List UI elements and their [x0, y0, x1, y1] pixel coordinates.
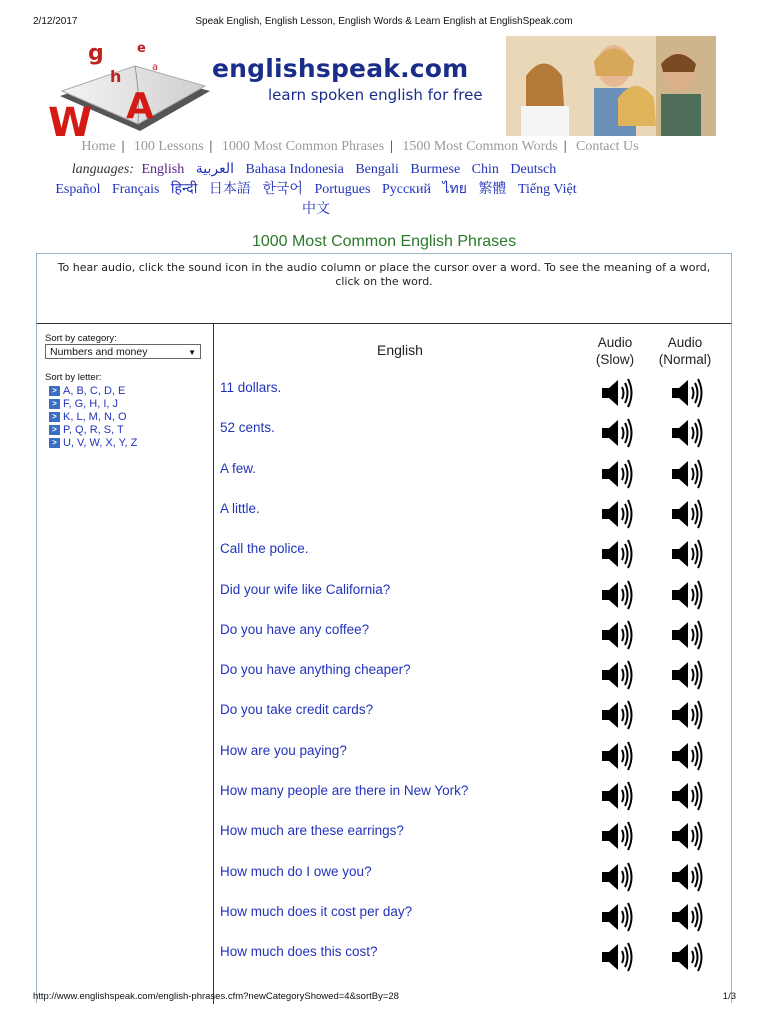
speaker-icon[interactable] — [670, 739, 706, 773]
speaker-icon[interactable] — [670, 698, 706, 732]
speaker-icon[interactable] — [600, 618, 636, 652]
table-row — [220, 743, 720, 783]
language-selector — [46, 160, 586, 220]
speaker-icon[interactable] — [600, 739, 636, 773]
table-row — [220, 944, 720, 984]
nav-1000-phrases[interactable]: 1000 Most Common Phrases — [221, 139, 385, 154]
speaker-icon[interactable] — [600, 819, 636, 853]
sort-category-label: Sort by category: — [45, 333, 117, 344]
table-row — [220, 582, 720, 622]
table-row — [220, 380, 720, 420]
speaker-icon[interactable] — [670, 658, 706, 692]
sort-letter-label: Sort by letter: — [45, 372, 102, 383]
lang-link[interactable]: 한국어 — [262, 182, 303, 197]
speaker-icon[interactable] — [600, 537, 636, 571]
speaker-icon[interactable] — [600, 900, 636, 934]
phrase-link[interactable]: Did your wife like California? — [220, 581, 391, 597]
print-date: 2/12/2017 — [33, 16, 78, 27]
column-header-english: English — [377, 342, 423, 358]
languages-label: languages: — [71, 162, 134, 177]
chevron-right-icon: > — [49, 438, 60, 448]
phrase-link[interactable]: 52 cents. — [220, 420, 275, 436]
category-select-value: Numbers and money — [50, 346, 148, 358]
phrase-link[interactable]: Call the police. — [220, 541, 309, 557]
speaker-icon[interactable] — [670, 900, 706, 934]
speaker-icon[interactable] — [670, 497, 706, 531]
table-row — [220, 622, 720, 662]
phrase-link[interactable]: How much do I owe you? — [220, 863, 372, 879]
speaker-icon[interactable] — [600, 457, 636, 491]
table-row — [220, 864, 720, 904]
letter-link[interactable]: > U, V, W, X, Y, Z — [49, 436, 137, 449]
table-row — [220, 662, 720, 702]
lang-link[interactable]: Chin — [471, 162, 499, 177]
phrase-link[interactable]: How much does it cost per day? — [220, 903, 413, 919]
phrase-link[interactable]: How much are these earrings? — [220, 823, 404, 839]
lang-link[interactable]: हिन्दी — [170, 182, 198, 197]
students-photo — [506, 36, 716, 136]
instructions-text: To hear audio, click the sound icon in the audio column or place the cursor over a word. To see the meaning of a word, click on the word. — [57, 261, 711, 288]
svg-text:e: e — [137, 41, 146, 56]
phrase-link[interactable]: Do you have any coffee? — [220, 621, 370, 637]
phrases-panel — [36, 323, 732, 1003]
chevron-right-icon: > — [49, 399, 60, 409]
table-row — [220, 823, 720, 863]
chevron-right-icon: > — [49, 412, 60, 422]
letter-link[interactable]: > P, Q, R, S, T — [49, 423, 137, 436]
sort-sidebar — [37, 324, 214, 1004]
phrase-link[interactable]: How much does this cost? — [220, 944, 378, 960]
lang-link[interactable]: English — [141, 162, 185, 177]
dropdown-arrow-icon: ▼ — [188, 348, 196, 357]
letter-link[interactable]: > F, G, H, I, J — [49, 397, 137, 410]
logo-book-image[interactable] — [40, 36, 210, 136]
speaker-icon[interactable] — [670, 819, 706, 853]
speaker-icon[interactable] — [600, 779, 636, 813]
svg-text:a: a — [152, 62, 159, 73]
svg-text:g: g — [88, 41, 104, 66]
category-select[interactable] — [45, 344, 201, 359]
site-tagline: learn spoken english for free — [268, 86, 483, 104]
column-header-audio-slow: Audio (Slow) — [595, 335, 635, 367]
lang-link[interactable]: Portugues — [314, 182, 371, 197]
top-nav: Home | 100 Lessons | 1000 Most Common Phrases | 1500 Most Common Words | Contact Us — [81, 139, 639, 154]
site-banner — [40, 36, 716, 136]
table-row — [220, 420, 720, 460]
speaker-icon[interactable] — [600, 940, 636, 974]
nav-home[interactable]: Home — [81, 139, 116, 154]
svg-text:A: A — [126, 86, 154, 127]
speaker-icon[interactable] — [670, 618, 706, 652]
speaker-icon[interactable] — [600, 376, 636, 410]
nav-1500-words[interactable]: 1500 Most Common Words — [402, 139, 558, 154]
letter-links — [49, 384, 137, 449]
lang-link[interactable]: 中文 — [302, 202, 330, 217]
speaker-icon[interactable] — [670, 457, 706, 491]
table-row — [220, 501, 720, 541]
phrase-link[interactable]: 11 dollars. — [220, 380, 282, 395]
speaker-icon[interactable] — [670, 537, 706, 571]
table-row — [220, 904, 720, 944]
lang-link[interactable]: 繁體 — [478, 182, 507, 197]
phrase-link[interactable]: How are you paying? — [220, 742, 347, 758]
phrase-link[interactable]: How many people are there in New York? — [220, 783, 469, 798]
letter-link[interactable]: > A, B, C, D, E — [49, 384, 137, 397]
speaker-icon[interactable] — [670, 860, 706, 894]
letter-link[interactable]: > K, L, M, N, O — [49, 410, 137, 423]
speaker-icon[interactable] — [600, 497, 636, 531]
table-row — [220, 461, 720, 501]
speaker-icon[interactable] — [670, 376, 706, 410]
chevron-right-icon: > — [49, 425, 60, 435]
site-brand-name[interactable]: englishspeak.com — [212, 54, 469, 83]
phrase-link[interactable]: A few. — [220, 460, 257, 476]
phrase-link[interactable]: Do you take credit cards? — [220, 702, 374, 718]
lang-link[interactable]: Deutsch — [510, 162, 557, 177]
speaker-icon[interactable] — [600, 698, 636, 732]
lang-link[interactable]: Español — [55, 182, 101, 197]
speaker-icon[interactable] — [670, 578, 706, 612]
lang-link[interactable]: Русский — [381, 182, 431, 197]
speaker-icon[interactable] — [600, 578, 636, 612]
print-page-number: 1/3 — [722, 991, 736, 1002]
chevron-right-icon: > — [49, 386, 60, 396]
table-row — [220, 783, 720, 823]
column-header-audio-normal: Audio (Normal) — [658, 335, 712, 367]
lang-link[interactable]: Burmese — [410, 162, 461, 177]
lang-link[interactable]: Bengali — [355, 162, 399, 177]
speaker-icon[interactable] — [670, 416, 706, 450]
lang-link[interactable]: العربية — [195, 162, 234, 177]
nav-100-lessons[interactable]: 100 Lessons — [133, 139, 204, 154]
speaker-icon[interactable] — [600, 416, 636, 450]
print-url: http://www.englishspeak.com/english-phrases.cfm?newCategoryShowed=4&sortBy=28 — [33, 991, 399, 1002]
lang-link[interactable]: Tiếng Việt — [517, 182, 577, 197]
speaker-icon[interactable] — [670, 779, 706, 813]
speaker-icon[interactable] — [600, 860, 636, 894]
phrase-link[interactable]: Do you have anything cheaper? — [220, 662, 411, 678]
svg-text:W: W — [48, 100, 93, 136]
table-row — [220, 702, 720, 742]
lang-link[interactable]: Français — [111, 182, 160, 197]
svg-text:h: h — [110, 67, 122, 86]
instructions-box — [36, 253, 732, 323]
phrase-link[interactable]: A little. — [220, 500, 260, 516]
speaker-icon[interactable] — [670, 940, 706, 974]
lang-link[interactable]: 日本語 — [208, 182, 251, 197]
nav-contact-us[interactable]: Contact Us — [576, 139, 639, 154]
lang-link[interactable]: ไทย — [442, 182, 467, 197]
print-title: Speak English, English Lesson, English Words & Learn English at EnglishSpeak.com — [195, 16, 573, 27]
table-row — [220, 541, 720, 581]
lang-link[interactable]: Bahasa Indonesia — [245, 162, 344, 177]
speaker-icon[interactable] — [600, 658, 636, 692]
page-title: 1000 Most Common English Phrases — [251, 233, 517, 250]
